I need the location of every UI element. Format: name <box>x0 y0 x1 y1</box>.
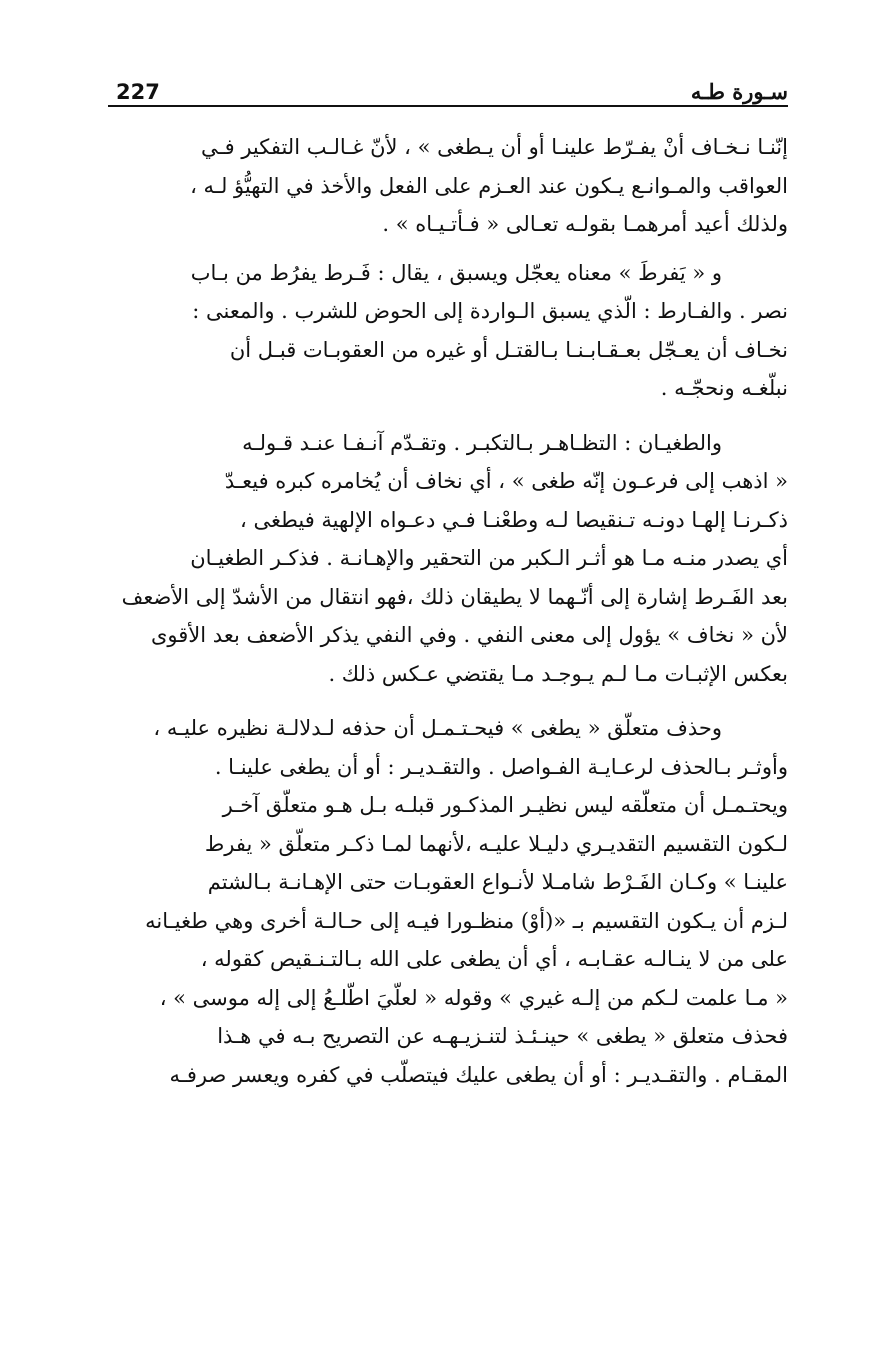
text-line: بعكس الإثبـات مـا لـم يـوجـد مـا يقتضي عـكس ذلك . <box>328 661 788 686</box>
paragraph <box>108 709 788 1094</box>
text-line: فحذف متعلق « يطغى » حينـئـذ لتنـزيـهـه عن التصريح بـه في هـذا <box>217 1024 788 1048</box>
text-line: علينـا » وكـان الفَـرْط شامـلا لأنـواع العقوبـات حتى الإهـانـة بـالشتم <box>207 870 788 894</box>
surah-title: سـورة طـه <box>690 79 788 104</box>
page-number: 227 <box>116 80 160 104</box>
text-line: « مـا علمت لـكم من إلـه غيري » وقوله « لعلّيَ اطّلـعُ إلى إله موسى » ، <box>159 985 788 1010</box>
page-header <box>108 80 788 106</box>
text-line: المقـام . والتقـديـر : أو أن يطغى عليك فيتصلّب في كفره ويعسر صرفـه <box>169 1062 788 1087</box>
text-line: نصر . والفـارط : الّذي يسبق الـواردة إلى الحوض للشرب . والمعنى : <box>192 299 788 323</box>
text-line: وحذف متعلّق « يطغى » فيحـتـمـل أن حذفه لـدلالـة نظيره عليـه ، <box>153 716 722 740</box>
text-line: نبلّغـه ونحجّـه . <box>660 376 788 400</box>
text-line: على من لا ينـالـه عقـابـه ، أي أن يطغى على الله بـالتـنـقيص كقوله ، <box>200 947 788 971</box>
text-line: وأوثـر بـالحذف لرعـايـة الفـواصل . والتقـديـر : أو أن يطغى علينـا . <box>214 754 788 779</box>
text-line: نخـاف أن يعـجّل بعـقـابـنـا بـالقتـل أو غيره من العقوبـات قبـل أن <box>229 337 788 362</box>
paragraph <box>108 254 788 408</box>
text-line: بعد الفَـرط إشارة إلى أنّـهما لا يطيقان ذلك ،فهو انتقال من الأشدّ إلى الأضعف <box>121 584 788 609</box>
paragraph <box>108 128 788 244</box>
header-rule <box>108 105 788 107</box>
paragraph <box>108 424 788 694</box>
text-line: والطغيـان : التظـاهـر بـالتكبـر . وتقـدّم آنـفـا عنـد قـولـه <box>242 430 722 455</box>
body-text <box>108 128 788 1094</box>
text-line: إنّنـا نـخـاف أنْ يفـرّط علينـا أو أن يـطغى » ، لأنّ غـالـب التفكير فـي <box>200 135 788 159</box>
text-line: ويحتـمـل أن متعلّقه ليس نظيـر المذكـور قبلـه بـل هـو متعلّق آخـر <box>222 793 788 817</box>
text-line: « اذهب إلى فرعـون إنّه طغى » ، أي نخاف أن يُخامره كبره فيعـدّ <box>224 469 788 493</box>
text-line: ولذلك أعيد أمرهمـا بقولـه تعـالى « فـأتـيـاه » . <box>382 212 788 236</box>
text-line: أي يصدر منـه مـا هو أثـر الـكبر من التحقير والإهـانـة . فذكـر الطغيـان <box>190 546 788 570</box>
text-line: لـزم أن يـكون التقسيم بـ «(أوْ) منظـورا فيـه إلى حـالـة أخرى وهي طغيـانه <box>145 908 788 933</box>
text-line: ذكـرنـا إلهـا دونـه تـنقيصا لـه وطعْنـا فـي دعـواه الإلهية فيطغى ، <box>240 507 788 532</box>
text-line: العواقب والمـوانـع يـكون عند العـزم على الفعل والأخذ في التهيُّؤ لـه ، <box>190 173 788 198</box>
text-line: لـكون التقسيم التقديـري دليـلا عليـه ،لأنهما لمـا ذكـر متعلّق « يفرط <box>204 831 788 856</box>
text-line: و « يَفرطَ » معناه يعجّل ويسبق ، يقال : فَـرط يفرُط من بـاب <box>190 260 722 285</box>
text-line: لأن « نخاف » يؤول إلى معنى النفي . وفي النفي يذكر الأضعف بعد الأقوى <box>150 623 788 647</box>
